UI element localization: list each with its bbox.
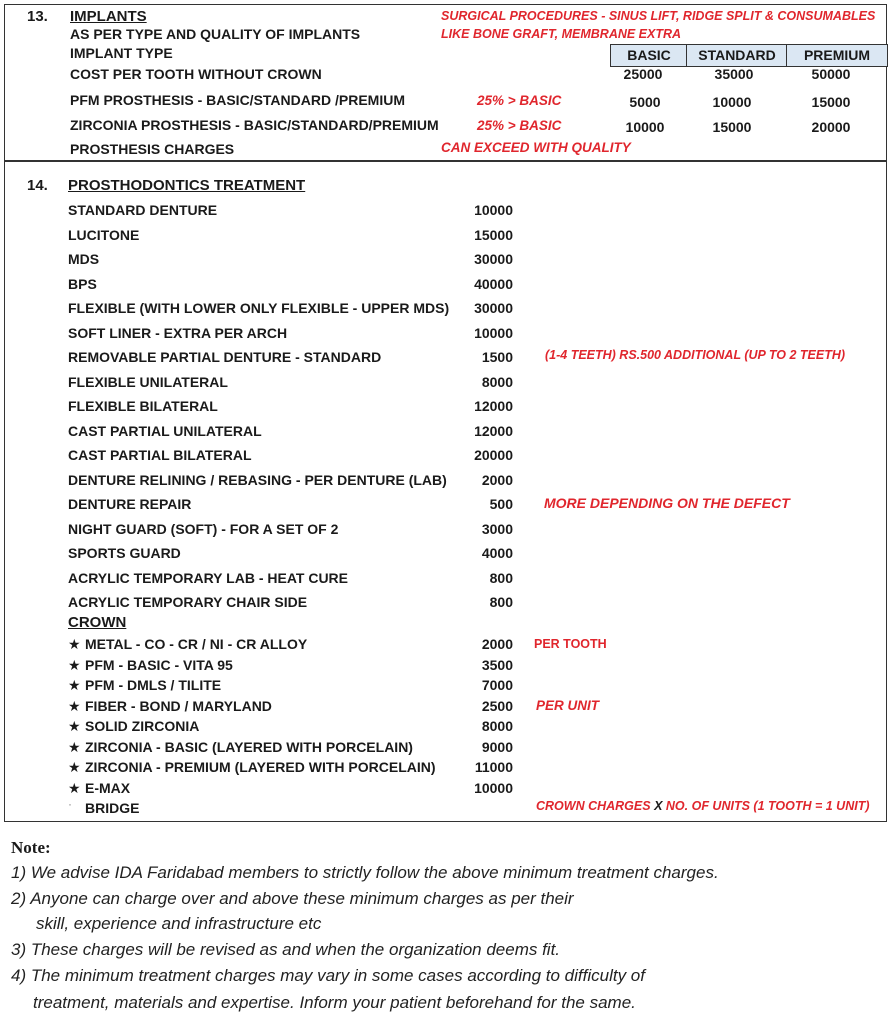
prosthodontics-item-label: LUCITONE bbox=[68, 227, 140, 243]
prosthodontics-item-label: CAST PARTIAL UNILATERAL bbox=[68, 423, 262, 439]
implant-row-value-standard: 10000 bbox=[712, 94, 752, 110]
implant-row-note: 25% > BASIC bbox=[477, 93, 562, 108]
crown-item-label: E-MAX bbox=[85, 780, 131, 796]
note-line-4-cont: treatment, materials and expertise. Inform your patient beforehand for the same. bbox=[33, 993, 636, 1012]
prosthodontics-item-price: 800 bbox=[489, 570, 513, 586]
prosthodontics-item-price: 800 bbox=[489, 594, 513, 610]
prosthodontics-item-label: FLEXIBLE BILATERAL bbox=[68, 398, 218, 414]
star-icon: ★ bbox=[68, 698, 81, 714]
prosthodontics-item-price: 30000 bbox=[474, 251, 513, 267]
prosthodontics-item-label: SOFT LINER - EXTRA PER ARCH bbox=[68, 325, 288, 341]
prosthodontics-item-price: 40000 bbox=[474, 276, 513, 292]
implant-row-value-basic: 5000 bbox=[629, 94, 661, 110]
prosthodontics-item-label: NIGHT GUARD (SOFT) - FOR A SET OF 2 bbox=[68, 521, 339, 537]
crown-heading: CROWN bbox=[68, 614, 127, 631]
crown-item-label: SOLID ZIRCONIA bbox=[85, 718, 200, 734]
prosthodontics-item-label: DENTURE REPAIR bbox=[68, 496, 192, 512]
star-icon: ★ bbox=[68, 759, 81, 775]
star-icon: ★ bbox=[68, 739, 81, 755]
prosthodontics-item-label: FLEXIBLE (WITH LOWER ONLY FLEXIBLE - UPPER MDS) bbox=[68, 300, 450, 316]
implant-type-label: IMPLANT TYPE bbox=[70, 45, 173, 61]
prosthodontics-item-label: ACRYLIC TEMPORARY LAB - HEAT CURE bbox=[68, 570, 348, 586]
star-icon: ★ bbox=[68, 718, 81, 734]
star-icon: ★ bbox=[68, 677, 81, 693]
prosthodontics-item-label: BPS bbox=[68, 276, 97, 292]
implant-row-value-premium: 20000 bbox=[811, 119, 851, 135]
crown-item-price: 2000 bbox=[481, 636, 513, 652]
crown-item-label: PFM - DMLS / TILITE bbox=[85, 677, 222, 693]
prosthodontics-item-price: 20000 bbox=[474, 447, 513, 463]
crown-item-price: 3500 bbox=[481, 657, 513, 673]
prosthodontics-item-price: 12000 bbox=[474, 398, 513, 414]
prosthodontics-item-label: SPORTS GUARD bbox=[68, 545, 181, 561]
implant-row-label: ZIRCONIA PROSTHESIS - BASIC/STANDARD/PREMIUM bbox=[70, 117, 439, 133]
prosthodontics-item-note: (1-4 TEETH) RS.500 ADDITIONAL (UP TO 2 TEETH) bbox=[545, 348, 846, 362]
tier-header-basic: BASIC bbox=[610, 44, 688, 67]
prosthodontics-item-label: STANDARD DENTURE bbox=[68, 202, 218, 218]
tier-header-premium: PREMIUM bbox=[786, 44, 888, 67]
bridge-note bbox=[536, 799, 870, 813]
implant-row-value-standard: 35000 bbox=[714, 66, 754, 82]
implant-row-label: COST PER TOOTH WITHOUT CROWN bbox=[70, 66, 322, 82]
prosthodontics-item-note: MORE DEPENDING ON THE DEFECT bbox=[544, 495, 790, 511]
crown-item-price: 10000 bbox=[474, 780, 513, 796]
prosthodontics-item-label: MDS bbox=[68, 251, 100, 267]
note-line-1: 1) We advise IDA Faridabad members to strictly follow the above minimum treatment charges. bbox=[11, 863, 719, 882]
crown-item-label: PFM - BASIC - VITA 95 bbox=[85, 657, 233, 673]
prosthodontics-item-label: CAST PARTIAL BILATERAL bbox=[68, 447, 252, 463]
star-icon: ★ bbox=[68, 657, 81, 673]
implant-row-label: PFM PROSTHESIS - BASIC/STANDARD /PREMIUM bbox=[70, 92, 405, 108]
bridge-note-x: X bbox=[654, 799, 663, 813]
prosthodontics-item-price: 10000 bbox=[474, 202, 513, 218]
crown-item-price: 2500 bbox=[481, 698, 513, 714]
bridge-note-part-a: CROWN CHARGES bbox=[536, 799, 651, 813]
prosthodontics-item-label: DENTURE RELINING / REBASING - PER DENTURE (LAB) bbox=[68, 472, 447, 488]
section-13-title: IMPLANTS bbox=[70, 8, 147, 25]
prosthodontics-item-price: 15000 bbox=[474, 227, 513, 243]
prosthodontics-item-label: REMOVABLE PARTIAL DENTURE - STANDARD bbox=[68, 349, 382, 365]
implant-row-value-basic: 10000 bbox=[625, 119, 665, 135]
notes-heading: Note: bbox=[11, 838, 51, 857]
per-tooth-note: PER TOOTH bbox=[534, 637, 607, 651]
prosthodontics-item-price: 8000 bbox=[481, 374, 513, 390]
implant-row-value-standard: 15000 bbox=[712, 119, 752, 135]
prosthesis-charges-note: CAN EXCEED WITH QUALITY bbox=[441, 140, 631, 155]
crown-item-price: 9000 bbox=[481, 739, 513, 755]
star-icon: ★ bbox=[68, 780, 81, 796]
crown-item-price: 11000 bbox=[474, 759, 513, 775]
per-unit-note: PER UNIT bbox=[536, 698, 600, 713]
crown-item-label: METAL - CO - CR / NI - CR ALLOY bbox=[85, 636, 308, 652]
section-13-subtitle: AS PER TYPE AND QUALITY OF IMPLANTS bbox=[70, 26, 361, 42]
implants-surgical-note-line1: SURGICAL PROCEDURES - SINUS LIFT, RIDGE SPLIT & CONSUMABLES bbox=[441, 9, 876, 23]
note-line-2-cont: skill, experience and infrastructure etc bbox=[36, 914, 322, 933]
note-line-4: 4) The minimum treatment charges may vary in some cases according to difficulty of bbox=[11, 966, 645, 985]
prosthodontics-item-price: 2000 bbox=[481, 472, 513, 488]
section-14-number: 14. bbox=[27, 177, 48, 194]
bridge-note-part-b: NO. OF UNITS (1 TOOTH = 1 UNIT) bbox=[665, 799, 870, 813]
crown-item-price: 7000 bbox=[481, 677, 513, 693]
prosthodontics-item-price: 500 bbox=[489, 496, 513, 512]
prosthodontics-item-price: 3000 bbox=[481, 521, 513, 537]
star-icon: ★ bbox=[68, 636, 81, 652]
section-13-number: 13. bbox=[27, 8, 48, 25]
crown-item-label: ZIRCONIA - BASIC (LAYERED WITH PORCELAIN) bbox=[85, 739, 413, 755]
prosthodontics-item-price: 10000 bbox=[474, 325, 513, 341]
crown-item-label: FIBER - BOND / MARYLAND bbox=[85, 698, 272, 714]
section-14-title: PROSTHODONTICS TREATMENT bbox=[68, 177, 306, 194]
prosthesis-charges-label: PROSTHESIS CHARGES bbox=[70, 141, 235, 157]
implant-row-note: 25% > BASIC bbox=[477, 118, 562, 133]
implant-row-value-premium: 15000 bbox=[811, 94, 851, 110]
prosthodontics-item-price: 4000 bbox=[481, 545, 513, 561]
prosthodontics-item-label: ACRYLIC TEMPORARY CHAIR SIDE bbox=[68, 594, 308, 610]
implant-row-value-premium: 50000 bbox=[811, 66, 851, 82]
bridge-label: BRIDGE bbox=[85, 800, 140, 816]
bridge-bullet: · bbox=[68, 797, 72, 811]
note-line-2: 2) Anyone can charge over and above these minimum charges as per their bbox=[11, 889, 574, 908]
crown-item-price: 8000 bbox=[481, 718, 513, 734]
implant-row-value-basic: 25000 bbox=[623, 66, 663, 82]
prosthodontics-item-price: 12000 bbox=[474, 423, 513, 439]
crown-item-label: ZIRCONIA - PREMIUM (LAYERED WITH PORCELAIN) bbox=[85, 759, 436, 775]
tier-header-standard: STANDARD bbox=[686, 44, 788, 67]
prosthodontics-item-price: 1500 bbox=[481, 349, 513, 365]
prosthodontics-item-label: FLEXIBLE UNILATERAL bbox=[68, 374, 228, 390]
implants-surgical-note-line2: LIKE BONE GRAFT, MEMBRANE EXTRA bbox=[441, 27, 682, 41]
prosthodontics-item-price: 30000 bbox=[474, 300, 513, 316]
note-line-3: 3) These charges will be revised as and when the organization deems fit. bbox=[11, 940, 561, 959]
